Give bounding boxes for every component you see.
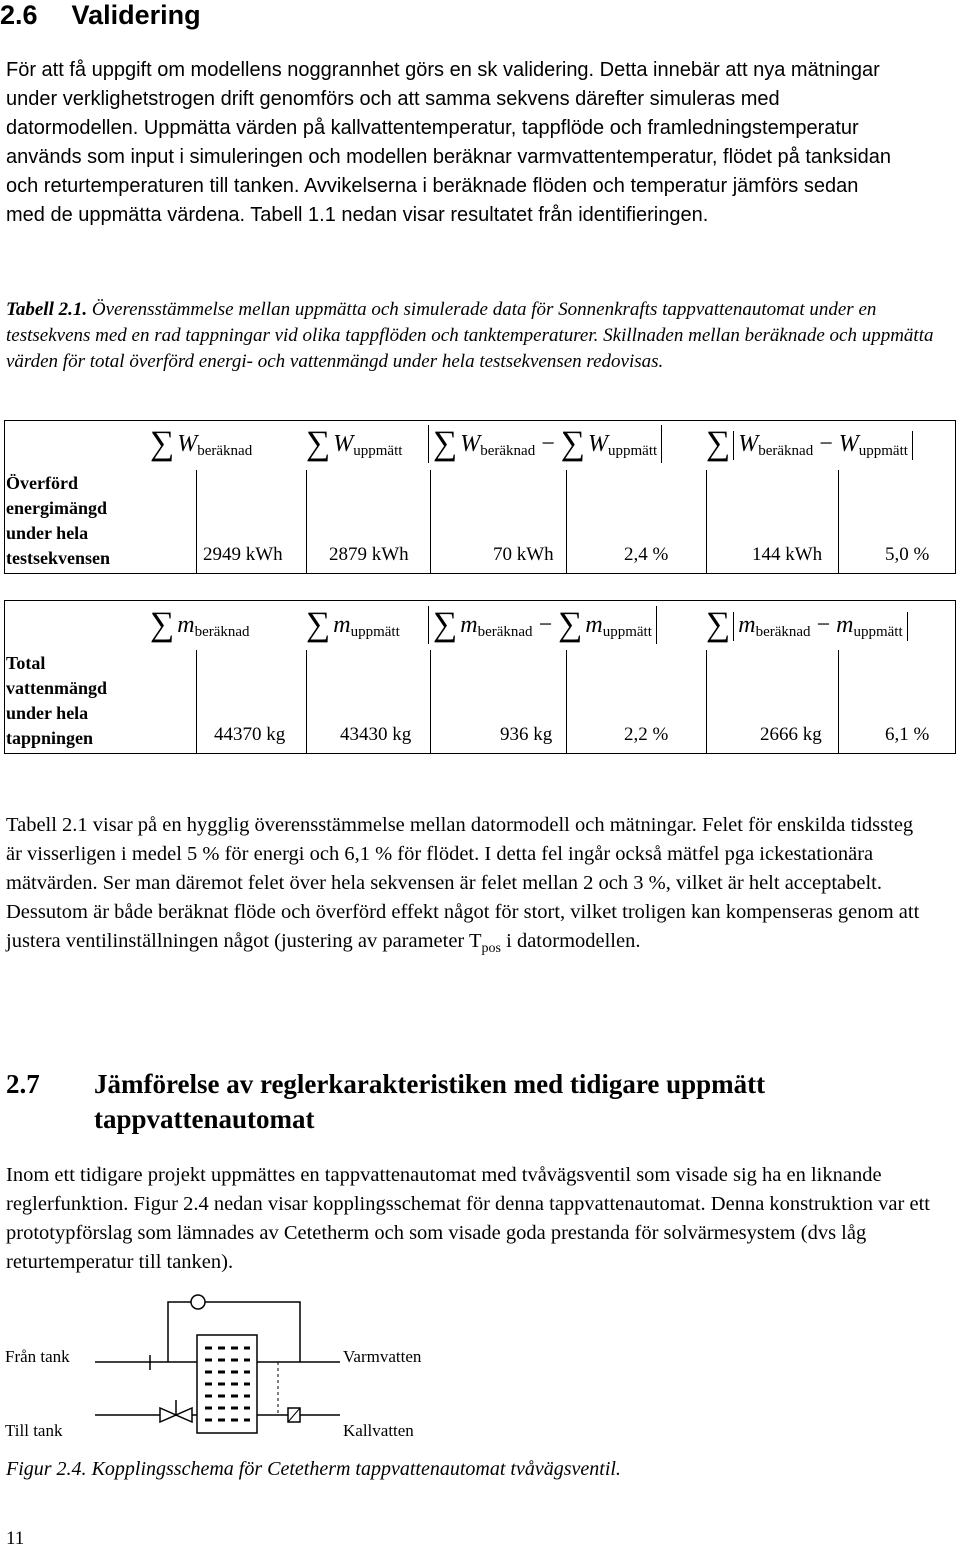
section-title: Validering — [71, 0, 201, 30]
figure-caption-lead: Figur 2.4. — [6, 1458, 87, 1480]
col-divider — [196, 470, 197, 573]
table-cell: 6,1 % — [885, 724, 930, 745]
col-divider — [706, 470, 707, 573]
formula-sum-abs-diff-m: ∑ $m_{beräknad} - m_{uppmätt}$ — [706, 606, 908, 644]
section-heading-2-6 — [0, 0, 201, 31]
table-cell: 936 kg — [500, 724, 553, 745]
table-caption — [6, 297, 941, 375]
section-title-line1: Jämförelse av reglerkarakteristiken med tidigare uppmätt — [94, 1069, 766, 1099]
col-divider — [838, 650, 839, 753]
section-heading-2-7 — [6, 1067, 906, 1137]
water-row-label: Total vattenmängd under hela tappningen — [6, 653, 108, 748]
formula-sum-abs-diff-w: ∑ $W_{beräknad} - W_{uppmätt}$ — [706, 425, 913, 463]
formula-diff-w: ∑ $W_{beräknad}$ − ∑ $W_{uppmätt}$ — [428, 425, 662, 463]
table-border-left — [4, 600, 5, 753]
coupling-diagram — [0, 1290, 460, 1450]
col-divider — [566, 470, 567, 573]
col-divider — [430, 650, 431, 753]
formula-sum-m-meas: ∑ $m_{uppmätt}$ — [306, 606, 400, 643]
table-cell: 43430 kg — [340, 724, 412, 745]
table-border-left — [4, 420, 5, 573]
table-cell: 2879 kWh — [329, 544, 409, 565]
validation-paragraph: För att få uppgift om modellens noggrannhet görs en sk validering. Detta innebär att nya mätningar under verklighetstrogen drift genomförs och att samma sekvens därefter simuleras med datormodellen. Uppmätta värden på kallvattentemperatur, tappflöde och framledningstemperatur används som input i simuleringen och modellen beräknar varmvattentemperatur, flödet på tanksidan och returtemperaturen till tanken. Avvikelserna i beräknade flöden och temperatur jämförs sedan med de uppmätta värdena. Tabell 1.1 nedan visar resultatet från identifieringen. — [6, 59, 891, 226]
table-border-top — [4, 600, 956, 601]
col-divider — [306, 650, 307, 753]
table-cell: 2,2 % — [624, 724, 669, 745]
col-divider — [566, 650, 567, 753]
section-number: 2.7 — [6, 1069, 40, 1099]
to-tank-label: Till tank — [5, 1421, 63, 1440]
col-divider — [838, 470, 839, 573]
formula-sum-w-meas: ∑ $W_{uppmätt}$ — [306, 425, 403, 462]
table-cell: 2666 kg — [760, 724, 822, 745]
section-number: 2.6 — [0, 0, 38, 30]
table-cell: 2949 kWh — [203, 544, 283, 565]
col-divider — [196, 650, 197, 753]
table-cell: 70 kWh — [493, 544, 554, 565]
col-divider — [430, 470, 431, 573]
figure-caption-text: Kopplingsschema för Cetetherm tappvattenautomat tvåvägsventil. — [86, 1458, 621, 1480]
page-number: 11 — [6, 1528, 25, 1549]
table-border-right — [955, 600, 956, 753]
table-cell: 5,0 % — [885, 544, 930, 565]
table-border-bottom — [4, 573, 956, 574]
table-caption-text: Överensstämmelse mellan uppmätta och simulerade data för Sonnenkrafts tappvattenautomat under en testsekvens med en rad tappningar vid olika tappflöden och tanktemperaturer. Skillnaden mellan beräknade och uppmätta värden för total överförd energi- och vattenmängd under hela testsekvensen redovisas. — [6, 299, 934, 372]
section-title-line2: tappvattenautomat — [94, 1104, 315, 1134]
hot-water-label: Varmvatten — [343, 1347, 422, 1366]
table-caption-lead: Tabell 2.1. — [6, 299, 88, 320]
table-cell: 44370 kg — [214, 724, 286, 745]
table-cell: 144 kWh — [752, 544, 823, 565]
cold-water-label: Kallvatten — [343, 1421, 414, 1440]
table-border-right — [955, 420, 956, 573]
table-border-bottom — [4, 753, 956, 754]
col-divider — [706, 650, 707, 753]
col-divider — [306, 470, 307, 573]
from-tank-label: Från tank — [5, 1347, 70, 1366]
table-cell: 2,4 % — [624, 544, 669, 565]
formula-diff-m: ∑ $m_{beräknad}$ − ∑ $m_{uppmätt}$ — [428, 606, 657, 644]
energy-row-label: Överförd energimängd under hela testsekvensen — [6, 473, 110, 568]
table-discussion-paragraph: Tabell 2.1 visar på en hygglig överensstämmelse mellan datormodell och mätningar. Felet för enskilda tidssteg är visserligen i medel 5 % för energi och 6,1 % för flödet. I detta fel ingår också mätfel pga ickestationära mätvärden. Ser man däremot felet över hela sekvensen är felet mellan 2 och 3 %, vilket är helt acceptabelt. Dessutom är både beräknat flöde och överförd effekt något för stort, vilket troligen kan kompenseras genom att justera ventilinställningen något (justering av parameter $T_{pos}$ i datormodellen. — [6, 814, 920, 957]
formula-sum-w-calc: ∑ $W_{beräknad}$ — [150, 425, 253, 462]
table-border-top — [4, 420, 956, 421]
formula-sum-m-calc: ∑ $m_{beräknad}$ — [150, 606, 250, 643]
comparison-paragraph: Inom ett tidigare projekt uppmättes en tappvattenautomat med tvåvägsventil som visade sig ha en liknande reglerfunktion. Figur 2.4 nedan visar kopplingsschemat för denna tappvattenautomat. Denna konstruktion var ett prototypförslag som lämnades av Cetetherm och som visade goda prestanda för solvärmesystem (dvs låg returtemperatur till tanken). — [6, 1164, 930, 1273]
figure-caption — [6, 1456, 926, 1482]
